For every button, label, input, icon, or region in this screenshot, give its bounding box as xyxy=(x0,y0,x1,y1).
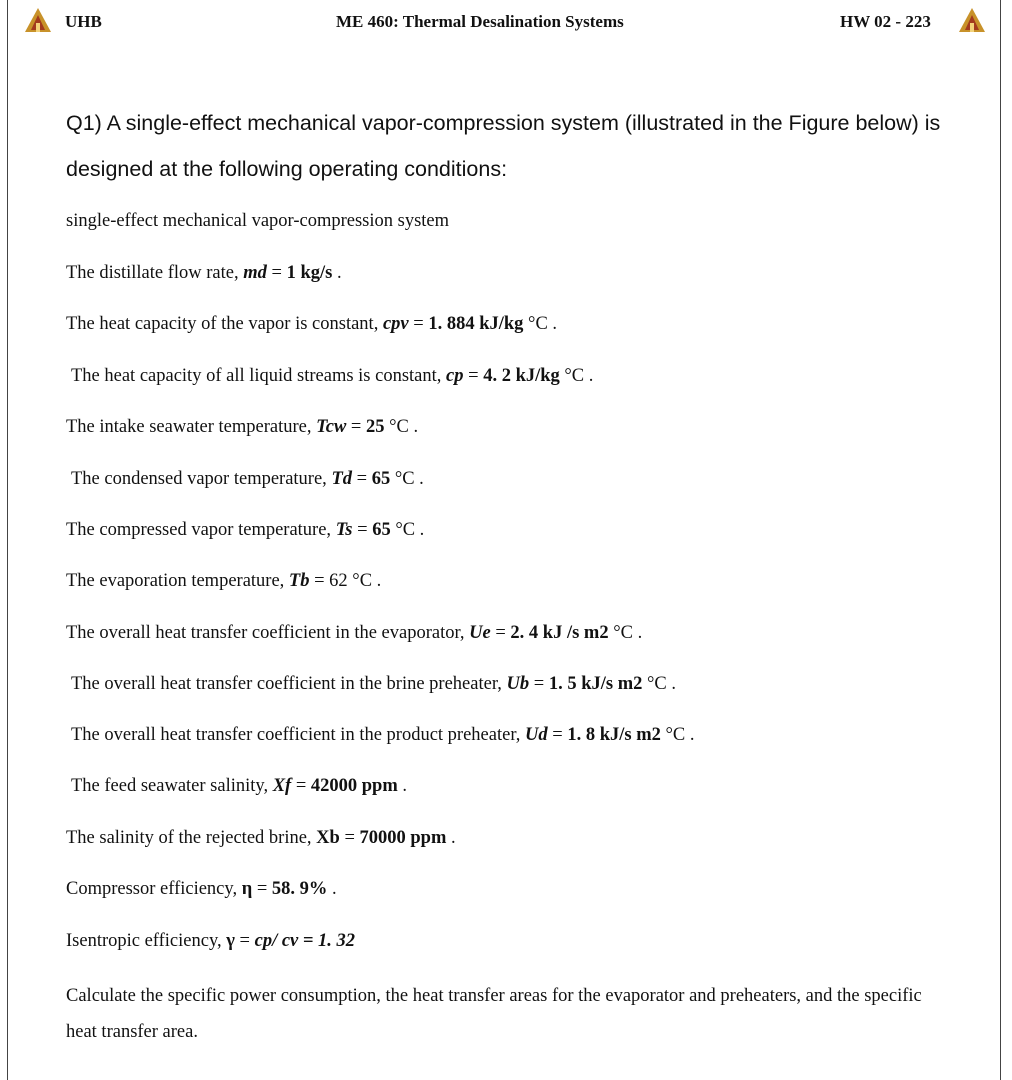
condition-line: The overall heat transfer coefficient in the product preheater, Ud = 1. 8 kJ/s m2 °C . xyxy=(71,725,695,745)
page-header xyxy=(0,0,1012,44)
condition-line: The condensed vapor temperature, Td = 65 °C . xyxy=(71,469,424,489)
header-university: UHB xyxy=(65,12,102,31)
condition-line: The heat capacity of the vapor is constant, cpv = 1. 884 kJ/kg °C . xyxy=(66,314,558,334)
question-text: Q1) A single-effect mechanical vapor-compression system (illustrated in the Figure below) is designed at the following operating conditions: xyxy=(66,111,941,181)
university-logo-icon xyxy=(24,6,52,36)
condition-line: The heat capacity of all liquid streams is constant, cp = 4. 2 kJ/kg °C . xyxy=(71,366,594,386)
closing-instruction: Calculate the specific power consumption, the heat transfer areas for the evaporator and preheaters, and the specific heat transfer area. xyxy=(66,986,922,1042)
condition-line: Isentropic efficiency, γ = cp/ cv = 1. 32 xyxy=(66,931,356,951)
condition-line: The evaporation temperature, Tb = 62 °C . xyxy=(66,571,382,591)
condition-line: The overall heat transfer coefficient in the evaporator, Ue = 2. 4 kJ /s m2 °C . xyxy=(66,623,643,643)
header-course-title: ME 460: Thermal Desalination Systems xyxy=(336,12,624,31)
university-logo-icon xyxy=(958,6,986,36)
condition-line: The salinity of the rejected brine, Xb = 70000 ppm . xyxy=(66,828,456,848)
condition-line: Compressor efficiency, η = 58. 9% . xyxy=(66,879,337,899)
condition-line: The feed seawater salinity, Xf = 42000 ppm . xyxy=(71,776,408,796)
condition-line: The compressed vapor temperature, Ts = 65 °C . xyxy=(66,520,425,540)
intro-line: single-effect mechanical vapor-compression system xyxy=(66,211,450,231)
condition-line: The distillate flow rate, md = 1 kg/s . xyxy=(66,263,342,283)
header-hw-label: HW 02 - 223 xyxy=(840,12,931,31)
condition-line: The intake seawater temperature, Tcw = 25 °C . xyxy=(66,417,419,437)
condition-line: The overall heat transfer coefficient in the brine preheater, Ub = 1. 5 kJ/s m2 °C . xyxy=(71,674,676,694)
